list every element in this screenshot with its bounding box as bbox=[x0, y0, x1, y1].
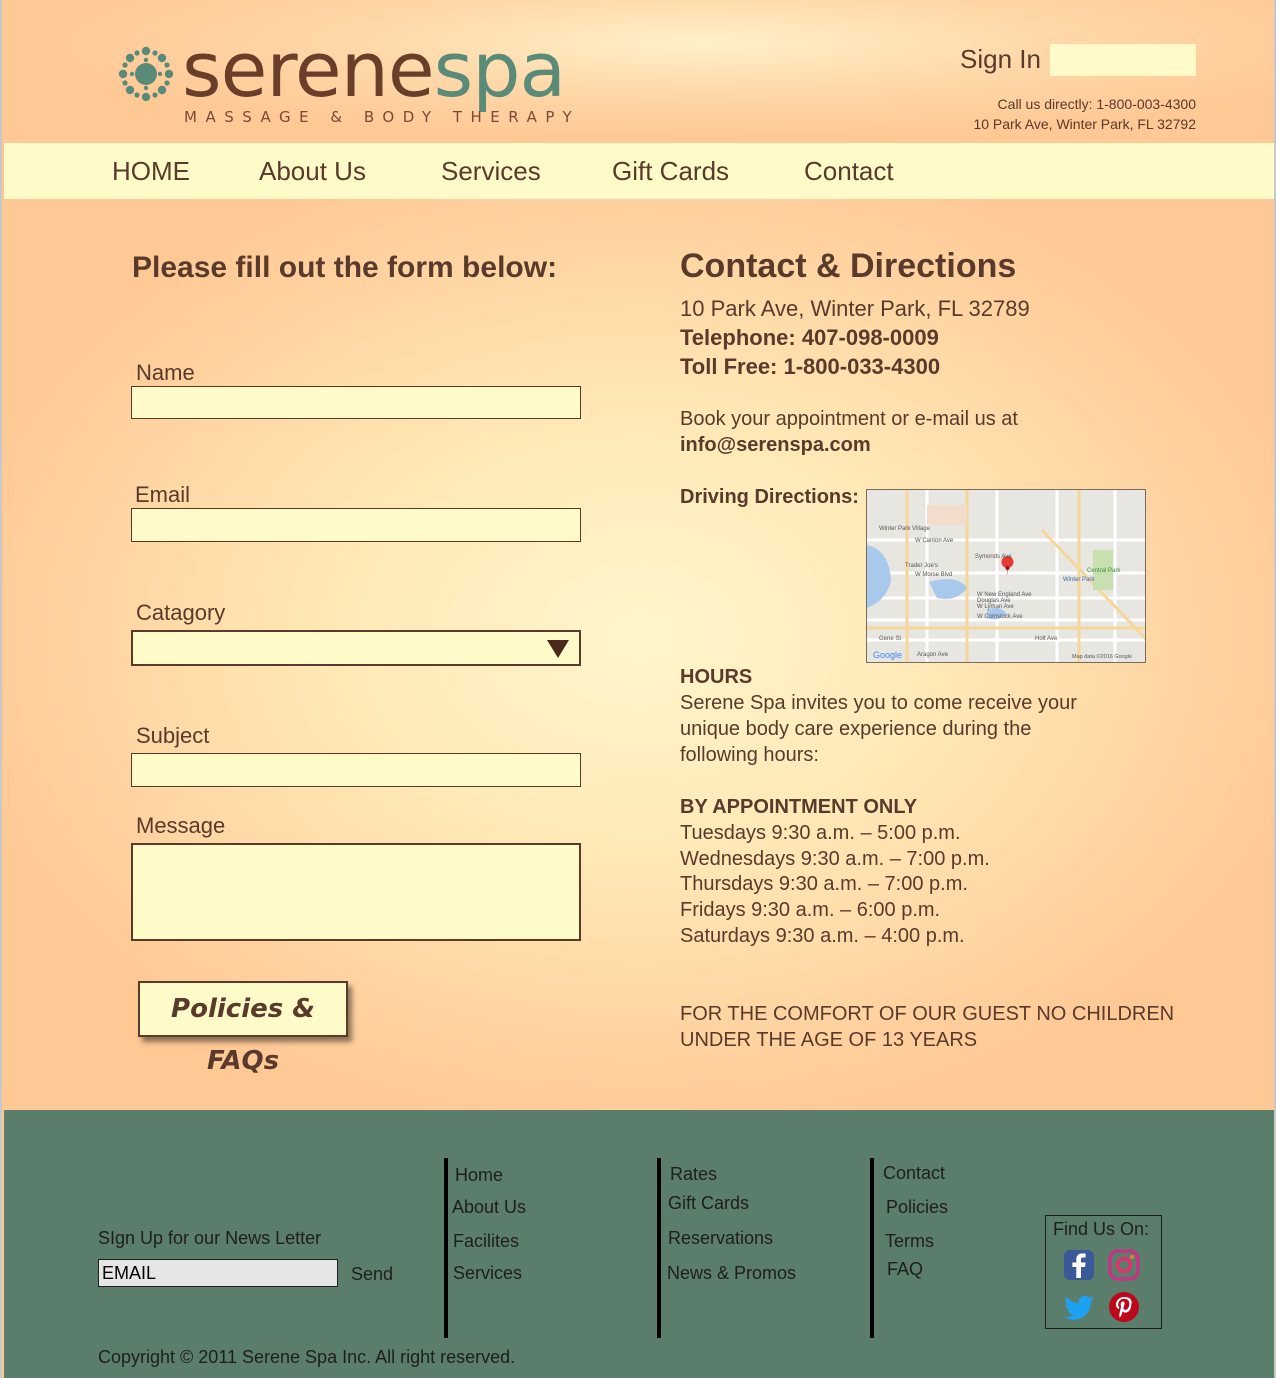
instagram-icon[interactable] bbox=[1107, 1248, 1141, 1282]
svg-text:W Morse Blvd: W Morse Blvd bbox=[915, 572, 953, 578]
svg-text:W Lyman Ave: W Lyman Ave bbox=[977, 604, 1014, 610]
footer-link-news-promos[interactable]: News & Promos bbox=[667, 1263, 797, 1283]
subject-field[interactable] bbox=[131, 753, 581, 787]
hours-intro-line: unique body care experience during the bbox=[680, 718, 1032, 740]
policies-faqs-button[interactable]: Policies & FAQs bbox=[138, 981, 348, 1037]
main-nav bbox=[4, 143, 1276, 199]
footer-link-gift-cards[interactable]: Gift Cards bbox=[668, 1193, 750, 1213]
newsletter-send-button[interactable]: Send bbox=[351, 1264, 394, 1284]
hours-row: Tuesdays 9:30 a.m. – 5:00 p.m. bbox=[680, 822, 961, 844]
svg-text:W Canton Ave: W Canton Ave bbox=[915, 538, 954, 544]
name-field[interactable] bbox=[131, 386, 581, 419]
map-graphic bbox=[867, 490, 1146, 663]
call-line: Call us directly: 1-800-003-4300 bbox=[997, 96, 1196, 112]
hours-heading: HOURS bbox=[680, 666, 753, 688]
hours-intro-line: Serene Spa invites you to come receive your bbox=[680, 692, 1077, 714]
sign-in-label: Sign In bbox=[960, 44, 1041, 74]
logo-tagline: MASSAGE & BODY THERAPY bbox=[184, 108, 581, 126]
twitter-icon[interactable] bbox=[1062, 1290, 1096, 1324]
footer-link-terms[interactable]: Terms bbox=[885, 1231, 934, 1251]
message-label: Message bbox=[136, 813, 226, 838]
footer-link-policies[interactable]: Policies bbox=[886, 1197, 949, 1217]
svg-text:Trader Joe's: Trader Joe's bbox=[905, 563, 938, 569]
children-notice: UNDER THE AGE OF 13 YEARS bbox=[680, 1029, 978, 1051]
footer-link-reservations[interactable]: Reservations bbox=[668, 1228, 774, 1248]
contact-telephone: Telephone: 407-098-0009 bbox=[680, 325, 939, 350]
footer-link-services[interactable]: Services bbox=[453, 1263, 523, 1283]
dropdown-arrow-icon bbox=[547, 640, 569, 658]
social-links bbox=[1045, 1215, 1162, 1329]
facebook-icon[interactable] bbox=[1062, 1248, 1096, 1282]
footer-link-about-us[interactable]: About Us bbox=[452, 1197, 527, 1217]
sign-in-input[interactable] bbox=[1050, 44, 1196, 76]
hours-row: Saturdays 9:30 a.m. – 4:00 p.m. bbox=[680, 925, 965, 947]
find-us-label: Find Us On: bbox=[1053, 1219, 1150, 1239]
svg-text:Central Park: Central Park bbox=[1087, 568, 1121, 574]
footer-link-facilities[interactable]: Facilites bbox=[453, 1231, 520, 1251]
category-select[interactable] bbox=[131, 630, 581, 666]
svg-text:Holt Ave: Holt Ave bbox=[1035, 636, 1058, 642]
nav-about-us[interactable]: About Us bbox=[259, 156, 366, 186]
nav-contact[interactable]: Contact bbox=[804, 156, 894, 186]
nav-services[interactable]: Services bbox=[441, 156, 541, 186]
header-contact bbox=[973, 94, 1196, 134]
contact-toll-free: Toll Free: 1-800-033-4300 bbox=[680, 354, 941, 379]
book-text: Book your appointment or e-mail us at bbox=[680, 408, 1018, 430]
svg-text:Winter Park: Winter Park bbox=[1063, 577, 1095, 583]
logo-wordmark bbox=[182, 25, 566, 114]
svg-text:W Comstock Ave: W Comstock Ave bbox=[977, 614, 1023, 620]
footer-link-home[interactable]: Home bbox=[455, 1165, 504, 1185]
name-label: Name bbox=[136, 360, 195, 385]
newsletter-label: SIgn Up for our News Letter bbox=[98, 1228, 322, 1248]
nav-gift-cards[interactable]: Gift Cards bbox=[612, 156, 730, 186]
logo[interactable] bbox=[114, 25, 594, 133]
contact-heading: Contact & Directions bbox=[680, 247, 1017, 285]
driving-directions-label: Driving Directions: bbox=[680, 486, 859, 508]
category-label: Catagory bbox=[136, 600, 226, 625]
hours-row: Fridays 9:30 a.m. – 6:00 p.m. bbox=[680, 899, 941, 921]
footer-link-rates[interactable]: Rates bbox=[670, 1164, 718, 1184]
children-notice: FOR THE COMFORT OF OUR GUEST NO CHILDREN bbox=[680, 1003, 1175, 1025]
hours-intro-line: following hours: bbox=[680, 744, 819, 766]
subject-label: Subject bbox=[136, 723, 210, 748]
form-heading: Please fill out the form below: bbox=[132, 251, 558, 284]
logo-spa: spa bbox=[433, 25, 566, 114]
hours-row: Thursdays 9:30 a.m. – 7:00 p.m. bbox=[680, 873, 968, 895]
footer-divider bbox=[444, 1158, 448, 1338]
svg-text:W New England Ave: W New England Ave bbox=[977, 592, 1032, 598]
footer-divider bbox=[870, 1158, 874, 1338]
contact-email-link[interactable]: info@serenspa.com bbox=[680, 434, 871, 456]
address-line: 10 Park Ave, Winter Park, FL 32792 bbox=[973, 116, 1196, 132]
sun-logo-icon bbox=[114, 42, 178, 106]
main-content bbox=[4, 199, 1276, 1110]
svg-text:Douglas Ave: Douglas Ave bbox=[977, 598, 1011, 604]
contact-address: 10 Park Ave, Winter Park, FL 32789 bbox=[680, 296, 1030, 321]
copyright: Copyright © 2011 Serene Spa Inc. All right reserved. bbox=[98, 1347, 516, 1367]
footer-divider bbox=[657, 1158, 661, 1338]
message-textarea[interactable] bbox=[131, 843, 581, 941]
pinterest-icon[interactable] bbox=[1107, 1290, 1141, 1324]
footer-link-contact[interactable]: Contact bbox=[883, 1163, 946, 1183]
footer bbox=[4, 1110, 1276, 1378]
appointment-heading: BY APPOINTMENT ONLY bbox=[680, 796, 918, 818]
newsletter-email-input[interactable]: EMAIL bbox=[98, 1259, 338, 1287]
header bbox=[2, 0, 1276, 143]
svg-text:Aragon Ave: Aragon Ave bbox=[917, 652, 948, 658]
svg-text:Gene St: Gene St bbox=[879, 636, 902, 642]
svg-text:Google: Google bbox=[873, 650, 903, 660]
nav-home[interactable]: HOME bbox=[112, 156, 190, 186]
email-field[interactable] bbox=[131, 508, 581, 542]
footer-link-faq[interactable]: FAQ bbox=[887, 1259, 924, 1279]
email-label: Email bbox=[135, 482, 191, 507]
hours-row: Wednesdays 9:30 a.m. – 7:00 p.m. bbox=[680, 848, 990, 870]
svg-text:Winter Park Village: Winter Park Village bbox=[879, 526, 930, 532]
map[interactable] bbox=[866, 489, 1146, 663]
svg-text:Symonds Ave: Symonds Ave bbox=[975, 554, 1012, 560]
svg-text:Map data ©2016 Google: Map data ©2016 Google bbox=[1072, 654, 1133, 660]
logo-serene: serene bbox=[182, 25, 434, 114]
